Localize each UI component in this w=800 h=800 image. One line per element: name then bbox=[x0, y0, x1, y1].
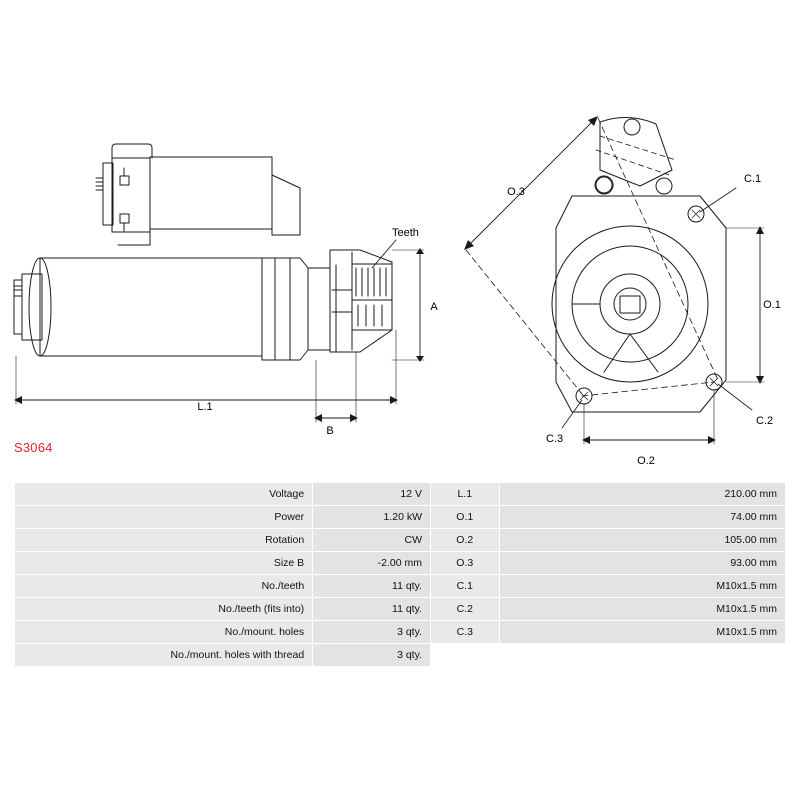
table-row bbox=[15, 598, 786, 621]
spec-value: CW bbox=[313, 529, 431, 552]
dim-value: 105.00 mm bbox=[499, 529, 785, 552]
label-o3: O.3 bbox=[507, 186, 525, 198]
label-c3: C.3 bbox=[546, 433, 564, 445]
label-teeth: Teeth bbox=[392, 227, 419, 239]
spec-label: No./teeth (fits into) bbox=[15, 598, 313, 621]
spec-label: Size B bbox=[15, 552, 313, 575]
spec-label: No./mount. holes bbox=[15, 621, 313, 644]
spec-label: Power bbox=[15, 506, 313, 529]
dim-label: O.3 bbox=[430, 552, 499, 575]
table-row bbox=[15, 575, 786, 598]
empty-cell bbox=[430, 644, 499, 667]
spec-label: Rotation bbox=[15, 529, 313, 552]
spec-label: No./mount. holes with thread bbox=[15, 644, 313, 667]
empty-cell bbox=[499, 644, 785, 667]
dim-value: 93.00 mm bbox=[499, 552, 785, 575]
table-row bbox=[15, 483, 786, 506]
front-view bbox=[464, 116, 764, 444]
specification-table bbox=[14, 482, 786, 667]
table-row bbox=[15, 621, 786, 644]
label-c2: C.2 bbox=[756, 415, 774, 427]
spec-value: 3 qty. bbox=[313, 621, 431, 644]
part-number: S3064 bbox=[14, 440, 53, 455]
table-row bbox=[15, 529, 786, 552]
dim-label: C.2 bbox=[430, 598, 499, 621]
spec-label: No./teeth bbox=[15, 575, 313, 598]
label-b: B bbox=[326, 425, 334, 437]
spec-value: 11 qty. bbox=[313, 575, 431, 598]
dim-label: L.1 bbox=[430, 483, 499, 506]
spec-value: 1.20 kW bbox=[313, 506, 431, 529]
dim-value: M10x1.5 mm bbox=[499, 621, 785, 644]
table-row bbox=[15, 644, 786, 667]
spec-value: 12 V bbox=[313, 483, 431, 506]
label-o1: O.1 bbox=[763, 299, 781, 311]
dim-label: C.1 bbox=[430, 575, 499, 598]
side-view bbox=[14, 144, 424, 422]
spec-label: Voltage bbox=[15, 483, 313, 506]
table-row bbox=[15, 506, 786, 529]
label-l1: L.1 bbox=[197, 401, 213, 413]
label-c1: C.1 bbox=[744, 173, 762, 185]
label-o2: O.2 bbox=[637, 455, 655, 467]
dim-label: O.2 bbox=[430, 529, 499, 552]
dim-value: M10x1.5 mm bbox=[499, 575, 785, 598]
spec-value: 11 qty. bbox=[313, 598, 431, 621]
table-row bbox=[15, 552, 786, 575]
dim-label: O.1 bbox=[430, 506, 499, 529]
dim-label: C.3 bbox=[430, 621, 499, 644]
label-a: A bbox=[430, 301, 438, 313]
dim-value: 74.00 mm bbox=[499, 506, 785, 529]
spec-value: 3 qty. bbox=[313, 644, 431, 667]
dim-value: 210.00 mm bbox=[499, 483, 785, 506]
spec-value: -2.00 mm bbox=[313, 552, 431, 575]
dim-value: M10x1.5 mm bbox=[499, 598, 785, 621]
